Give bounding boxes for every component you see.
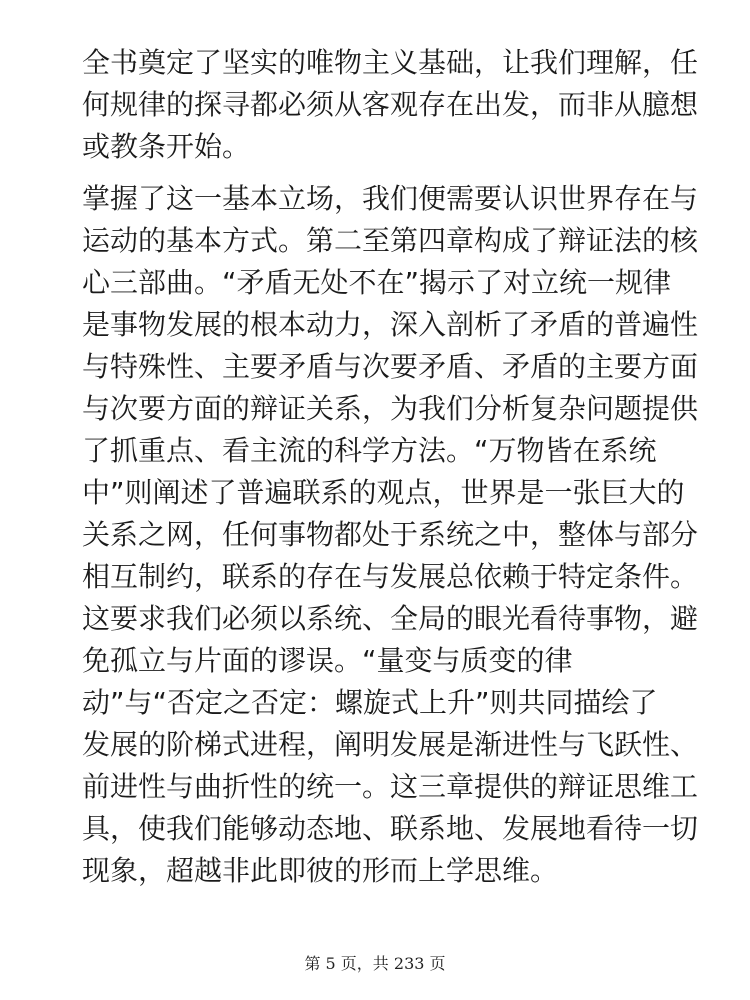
text-line: 了抓重点、看主流的科学方法。“万物皆在系统 xyxy=(82,434,657,467)
text-line: 何规律的探寻都必须从客观存在出发，而非从臆想 xyxy=(82,88,699,121)
text-line: 是事物发展的根本动力，深入剖析了矛盾的普遍性 xyxy=(82,308,699,341)
text-line: 或教条开始。 xyxy=(82,130,251,163)
text-line: 掌握了这一基本立场，我们便需要认识世界存在与 xyxy=(82,182,699,215)
text-line: 关系之网，任何事物都处于系统之中，整体与部分 xyxy=(82,518,699,551)
page-number-footer: 第 5 页，共 233 页 xyxy=(304,954,446,973)
text-line: 这要求我们必须以系统、全局的眼光看待事物，避 xyxy=(82,602,699,635)
text-line: 前进性与曲折性的统一。这三章提供的辩证思维工 xyxy=(82,770,699,803)
text-line: 与次要方面的辩证关系，为我们分析复杂问题提供 xyxy=(82,392,699,425)
text-line: 心三部曲。“矛盾无处不在”揭示了对立统一规律 xyxy=(82,266,672,299)
paragraph-2 xyxy=(82,178,699,892)
paragraph-spacer xyxy=(82,168,674,178)
body-text xyxy=(82,42,699,892)
text-line: 具，使我们能够动态地、联系地、发展地看待一切 xyxy=(82,812,699,845)
text-line: 相互制约，联系的存在与发展总依赖于特定条件。 xyxy=(82,560,699,593)
text-line: 运动的基本方式。第二至第四章构成了辩证法的核 xyxy=(82,224,699,257)
text-line: 现象，超越非此即彼的形而上学思维。 xyxy=(82,854,559,887)
text-line: 发展的阶梯式进程，阐明发展是渐进性与飞跃性、 xyxy=(82,728,699,761)
text-line: 中”则阐述了普遍联系的观点，世界是一张巨大的 xyxy=(82,476,685,509)
text-line: 全书奠定了坚实的唯物主义基础，让我们理解，任 xyxy=(82,46,699,79)
text-line: 与特殊性、主要矛盾与次要矛盾、矛盾的主要方面 xyxy=(82,350,699,383)
paragraph-1 xyxy=(82,42,699,168)
text-line: 免孤立与片面的谬误。“量变与质变的律 xyxy=(82,644,573,677)
text-line: 动”与“否定之否定：螺旋式上升”则共同描绘了 xyxy=(82,686,658,719)
